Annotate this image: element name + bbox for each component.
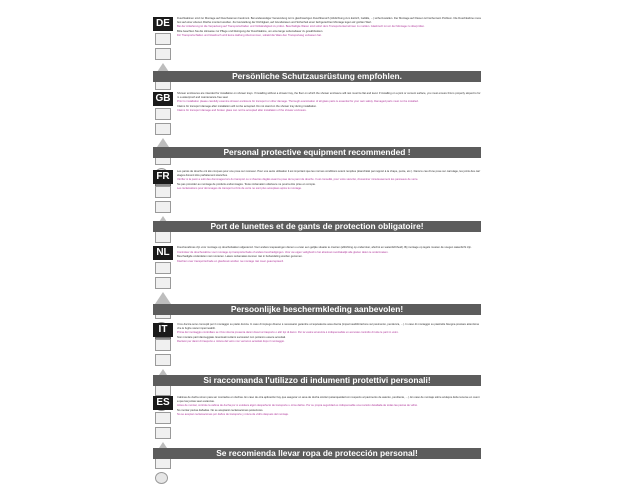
section-de	[153, 17, 481, 83]
hand-icon	[155, 262, 171, 274]
warning-paragraph: Bei der Anlieferung ist die Verpackung auf Transportschäden und Vollständigkeit zu prüfen. Beschädigte Waren sind sofort dem Transportunternehmen zu melden. Glasbruch ist vor der Montage zu überprüfen.	[177, 25, 425, 29]
language-code-badge: FR	[153, 170, 173, 184]
warning-paragraph: Antes de montar, controle la cabina de ducha por si existiera algún desperfecto de transporte u otros daños. Por su propia seguridad es indispensable una revisión detallada de todas las piezas de vidrio.	[177, 404, 418, 408]
instruction-text	[177, 17, 481, 39]
section-es	[153, 396, 481, 460]
language-code-badge: GB	[153, 92, 173, 106]
hand-icon	[155, 412, 171, 424]
warning-triangle-icon	[155, 292, 171, 304]
protective-equipment-banner: Se recomienda llevar ropa de protección personal!	[153, 448, 481, 459]
language-code-badge: DE	[153, 17, 173, 31]
section-fr	[153, 170, 481, 233]
warning-paragraph: Prima del montaggio controllare se il box doccia presenta danni dovuti al trasporto o altri tipi di danni. Per la vostra sicurezza è indispensabile un accurato controllo di tutte le parti in vetro.	[177, 331, 399, 335]
instruction-paragraph: Bitte beachten Sie die Hinweise zur Pflege und Reinigung der Duschkabine, um eine lange Lebensdauer zu gewährleisten.	[177, 29, 324, 33]
instruction-paragraph: Shower enclosures are intended for installation on shower trays. If installing without a shower tray, the floor on which the shower enclosure will rest must be flat and level. If installing on a joint or cement surface, you must ensure this is properly sloped to form a waterproof and maintenance-free seal.	[177, 92, 481, 99]
instruction-text	[177, 396, 481, 418]
section-it	[153, 323, 481, 387]
protective-equipment-banner: Port de lunettes et de gants de protection obligatoire!	[153, 221, 481, 232]
warning-paragraph: Reclami per danni di trasporto e rottura del vetro non verranno accettati dopo il montaggio.	[177, 340, 285, 344]
hand-icon	[155, 33, 171, 45]
instruction-paragraph: Les parois de douche ont été conçues pour une pose sur receveur. Pour une autre utilisation il est important que les normes conditions soient remplies (étanchéité par rapport à la chape, pente, etc.). Dans le cas d'une pose sur carrelage, les joints des carrelages doivent être parfaitement étanches.	[177, 170, 481, 177]
hand-icon	[155, 123, 171, 135]
warning-paragraph: Vérifier si la paroi a subi des dommages lors du transport ou si d'autres dégâts avant la pose de la paroi de douche. Il est conseillé, pour votre sécurité, d'examiner minutieusement les panneaux de verre.	[177, 178, 419, 182]
instruction-paragraph: I box doccia sono concepiti per il montaggio su piatto doccia. In caso di impiego diverso è necessario garantire un'equivalente area doccia (impermeabilizzazione sul pavimento, pendenza, ...). In caso di montaggio su piastrelle bisogna prestare attenzione che le fughe siano impermeabili.	[177, 323, 480, 330]
instruction-text	[177, 170, 481, 192]
language-code-badge: ES	[153, 396, 173, 410]
warning-paragraph: Für Transportschäden und Glasbruch wird keine Haftung übernommen, sobald die Ware den Transportweg verlassen hat.	[177, 34, 322, 38]
instruction-paragraph: Non montare parti danneggiate. Eventuali reclami successivi non potranno essere accettati.	[177, 335, 286, 339]
instruction-paragraph: Douchecabines zijn voor montage op douchebakken afgestemd. Voor andere toepassingen dienen u ervan een gelijke situatie te creëren (afdichting op ondervloer, afschot en waterdichtheid). Bij montage op tegels moeten de voegen waterdicht zijn.	[177, 246, 472, 249]
gloves-icon	[155, 472, 168, 484]
protective-equipment-banner: Si raccomanda l'utilizzo di indumenti protettivi personali!	[153, 375, 481, 386]
hand-icon	[155, 427, 171, 439]
hand-icon	[155, 201, 171, 213]
warning-paragraph: Prior to installation please carefully examine shower enclosure for transport or other damage. Thorough examination of all glass parts is essential for your own safety. Damaged parts must not be installed.	[177, 100, 419, 104]
section-nl	[153, 246, 481, 316]
hand-icon	[155, 339, 171, 351]
instruction-text	[177, 92, 481, 114]
protective-equipment-banner: Personal protective equipment recommended !	[153, 147, 481, 158]
instruction-paragraph: No montar piezas dañadas. No se aceptarán reclamaciones posteriores.	[177, 408, 264, 412]
warning-paragraph: Controleer de douchecabine voor montage op transportschade of andere beschadigingen. Voor uw eigen veiligheid is het absoluut noodzakelijk alle glazen delen te onderzoeken.	[177, 250, 389, 254]
protective-equipment-banner: Persoonlijke beschermkleding aanbevolen!	[153, 304, 481, 315]
hand-icon	[155, 354, 171, 366]
hand-icon	[155, 277, 171, 289]
hand-icon	[155, 108, 171, 120]
warning-paragraph: No se aceptan reclamaciones por daños de transporte y rotura de vidrio después del montaje.	[177, 413, 289, 417]
language-code-badge: NL	[153, 246, 173, 260]
instruction-paragraph: Duschkabinen sind zur Montage auf Duschwannen bestimmt. Bei anderweitiger Verwendung ist im gleichwertigen Duschbereich (Abdichtung zum Estrich, Gefälle, ...) sicherzustellen. Der Montage auf Fliesen ist hierbei kein Problem. Die Duschkabine muss fest auf einer ebenen Fläche montiert werden. Zur Herstellung der Dichtigkeit, auf Grundwissen und Sicherheit einer fachgerechten Montage legen wir großen Wert.	[177, 17, 481, 24]
section-gb	[153, 92, 481, 159]
protective-equipment-banner: Persönliche Schutzausrüstung empfohlen.	[153, 71, 481, 82]
warning-paragraph: Klachten over transportschade en glasbreuk worden na montage niet meer geaccepteerd.	[177, 259, 284, 263]
language-code-badge: IT	[153, 323, 173, 337]
instruction-paragraph: Cabinas de ducha sirven para ser montados en duchas. En caso de otra aplicación hay que asegurar un area de ducha similar (estanqueidad con respecto al pavimento de asiento, pendiente, ...). En caso de montaje sobre azulejos debe tenerse en cuenta que las juntas sean estancas.	[177, 396, 480, 403]
warning-paragraph: Les réclamations pour dommages de transport et bris de verre ne sont plus acceptées après le montage.	[177, 187, 302, 191]
instruction-text	[177, 323, 481, 345]
instruction-text	[177, 246, 481, 264]
hand-icon	[155, 48, 171, 60]
instruction-paragraph: Claims for transport damage after installation will not be accepted. Do not stand on the shower tray during installation.	[177, 104, 317, 108]
instruction-paragraph: Ne pas procéder au montage de produits endommagés. Toute réclamation ultérieure ne pourra être prise en compte.	[177, 182, 316, 186]
warning-paragraph: Claims for transport damage and broken glass can not be accepted after installation of the shower enclosure.	[177, 109, 307, 113]
hand-icon	[155, 231, 171, 243]
instruction-paragraph: Beschadigde onderdelen niet monteren. Latere reclamaties kunnen niet in behandeling worden genomen.	[177, 255, 303, 259]
hand-icon	[155, 186, 171, 198]
